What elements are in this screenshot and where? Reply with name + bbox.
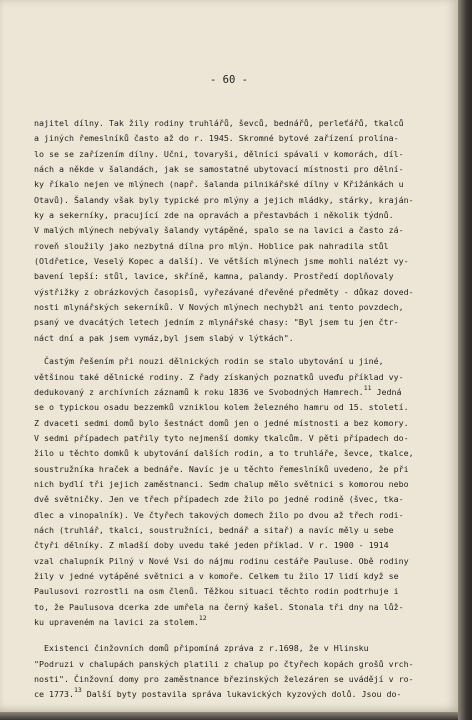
text-line (34, 385, 448, 400)
page-bottom-edge (0, 712, 458, 720)
text-run: Další byty postavila správa lukavických kyzových dolů. Jsou do- (81, 689, 402, 700)
text-line: dvě světničky. Jen ve třech případech zde žilo po jedné rodině (švec, tka- (34, 494, 404, 505)
text-run: dedukovaný z archívních záznamů k roku 1836 ve Svobodných Hamrech. (34, 386, 364, 397)
text-line: výstřižky z obrázkových časopisů, vyřezávané dřevěné předměty - důkaz doved- (34, 286, 414, 297)
text-line: ky říkalo nejen ve mlýnech (např. šalanda pilnikářské dílny v Křižánkách u (34, 179, 404, 190)
text-line: V malých mlýnech nebývaly šalandy vytápěné, spalo se na lavici a často zá- (34, 225, 404, 236)
text-line (34, 615, 448, 630)
text-line: Častým řešením při nouzi dělnických rodin se stalo ubytování u jiné, (34, 356, 384, 367)
page-number: - 60 - (210, 74, 248, 86)
text-line: najitel dílny. Tak žily rodiny truhlářů, ševců, bednářů, perleťářů, tkalců (34, 118, 404, 128)
page-edge (458, 0, 472, 720)
text-line: většinou také dělnické rodiny. Z řady získaných poznatků uveďu příklad vy- (34, 371, 404, 382)
footnote-ref: 13 (73, 686, 82, 695)
text-line: čtyři dělníky. Z mladší doby uvedu také jeden příklad. V r. 1900 - 1914 (34, 540, 389, 551)
text-line: se o typickou osadu bezzemků vzniklou kolem železného hamru od 15. století. (34, 402, 409, 413)
text-line: nách (truhlář, tkalci, soustružníci, bednář a sitař) a navíc měly u sebe (34, 524, 394, 535)
text-line: Existenci činžovních domů připomíná zpráva z r.1698, že v Hlinsku (34, 643, 369, 654)
footnote-ref: 11 (363, 383, 372, 392)
text-line (34, 687, 448, 702)
text-line: Paulusovi rozrostli na osm členů. Těžkou situaci těchto rodin podtrhuje i (34, 586, 399, 597)
text-line: Z dvaceti sedmi domů bylo šestnáct domů jen o jedné místnosti a bez komory. (34, 417, 409, 428)
text-line: žilo u těchto domků k ubytování dalších rodin, a to truhláře, ševce, tkalce, (34, 448, 414, 459)
paragraph (34, 641, 448, 702)
text-line: ky a sekerníky, pracující zde na opravách a přestavbách i několik týdnů. (34, 210, 394, 221)
text-line: nosti mlynářských sekerníků. V Nových mlýnech nechybžl ani tento povzdech, (34, 302, 404, 313)
text-run: ku upraveném na lavici za stolem. (34, 617, 199, 627)
text-line: (Oldřetice, Veselý Kopec a další). Ve větších mlýnech jsme mohli nalézt vy- (34, 256, 409, 267)
text-line: lo se se zařízením dílny. Učni, tovaryši, dělníci spávali v komorách, díl- (34, 148, 404, 159)
text-line: dlec a vinopalník). Ve čtyřech takových domech žilo po dvou až třech rodi- (34, 509, 404, 520)
text-line: V sedmi případech patřily tyto nejmenší domky tkalcům. V pěti případech do- (34, 432, 409, 443)
text-line: náct dní a pak jsem vymáz,byl jsem slabý v lýtkách". (34, 332, 294, 343)
text-line: to, že Paulusova dcerka zde umřela na černý kašel. Stonala tři dny na lůž- (34, 601, 404, 612)
text-line: "Podruzi v chalupách panských platili z chalup po čtyřech kopách grošů vrch- (34, 658, 414, 669)
text-line: soustružníka hraček a bednáře. Navíc je u těchto řemeslníků uvedeno, že při (34, 463, 409, 474)
paragraph (34, 116, 448, 346)
paragraph (34, 354, 448, 630)
text-line: nách a někde v šalandách, jak se samostatné ubytovací místnosti pro dělní- (34, 164, 404, 175)
text-line: bavení lepší: stůl, lavice, skříně, kamna, palandy. Prostředí doplňovaly (34, 271, 394, 282)
text-line: a jiných řemeslníků často až do r. 1945. Skromné bytové zařízení prolína- (34, 133, 399, 144)
text-line: nich bydlí tři jejich zaměstnanci. Sedm chalup mělo světnici s komorou nebo (34, 478, 409, 489)
text-line: roveň sloužily jako nezbytná dílna pro mlýn. Hoblice pak nahradila stůl (34, 240, 389, 251)
text-line: Otavů). Šalandy však byly typické pro mlýny a jejich mládky, stárky, kraján- (34, 194, 414, 205)
text-line: psaný ve dvacátých letech jedním z mlynářské chasy: "Byl jsem tu jen čtr- (34, 317, 399, 328)
text-line: vzal chalupník Pilný v Nové Vsi do nájmu rodinu cestáře Paulusе. Obě rodiny (34, 555, 409, 566)
footnote-ref: 12 (198, 614, 207, 622)
text-line: žily v jedné vytápěné světnici a v komoře. Celkem tu žilo 17 lidí když se (34, 570, 399, 581)
body-text (34, 116, 448, 703)
text-run: Jedná (371, 386, 402, 397)
text-run: ce 1773. (34, 689, 74, 700)
text-line: nosti". Činžovní domy pro zaměstnance březinských železáren se uvádějí v ro- (34, 674, 414, 685)
